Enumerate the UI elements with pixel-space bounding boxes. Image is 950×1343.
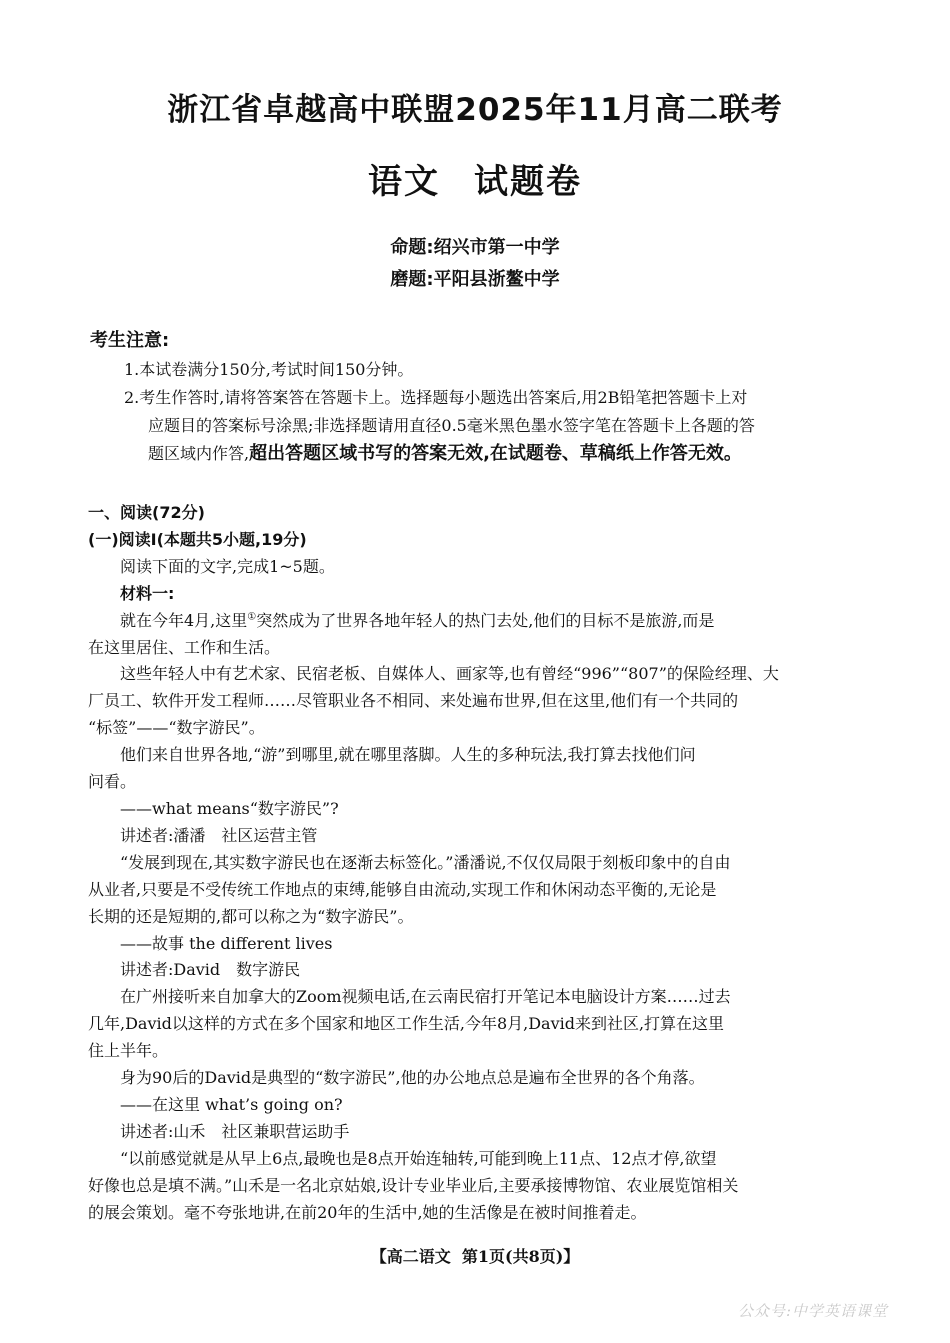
passage-line: 住上半年。 xyxy=(88,1041,169,1061)
notice-plain-text: 题区域内作答, xyxy=(148,444,250,463)
notice-item-2-line-1: 2.考生作答时,请将答案答在答题卡上。选择题每小题选出答案后,用2B铅笔把答题卡上对 xyxy=(124,388,748,407)
notice-heading: 考生注意: xyxy=(90,330,170,351)
passage-line: 身为90后的David是典型的“数字游民”,他的办公地点总是遍布全世界的各个角落。 xyxy=(120,1068,705,1088)
passage-line: “标签”——“数字游民”。 xyxy=(88,718,265,738)
footer-page-number: 第1页(共8页)】 xyxy=(461,1247,580,1266)
passage-subtitle: ——故事 the different lives xyxy=(120,933,333,953)
notice-list xyxy=(124,356,866,468)
passage-line: 就在今年4月,这里①突然成为了世界各地年轻人的热门去处,他们的目标不是旅游,而是 xyxy=(120,610,715,630)
notice-item-2-line-2: 应题目的答案标号涂黑;非选择题请用直径0.5毫米黑色墨水签字笔在答题卡上各题的答 xyxy=(148,416,755,435)
passage-line: 长期的还是短期的,都可以称之为“数字游民”。 xyxy=(88,906,414,926)
passage-line: “发展到现在,其实数字游民也在逐渐去标签化。”潘潘说,不仅仅局限于刻板印象中的自由 xyxy=(120,852,731,872)
passage-line: 厂员工、软件开发工程师……尽管职业各不相同、来处遍布世界,但在这里,他们有一个共同的 xyxy=(88,691,739,711)
subtitle-subject: 语文 xyxy=(368,162,440,202)
footnote-marker: ① xyxy=(247,611,257,623)
watermark: 公众号:中学英语课堂 xyxy=(737,1302,888,1320)
passage-subtitle: ——what means“数字游民”? xyxy=(120,798,339,818)
notice-emphasis-text: 超出答题区域书写的答案无效,在试题卷、草稿纸上作答无效。 xyxy=(249,443,742,464)
credit-setter: 命题:绍兴市第一中学 xyxy=(390,237,560,258)
section-heading: 一、阅读(72分) xyxy=(88,503,205,522)
passage-line: 好像也总是填不满。”山禾是一名北京姑娘,设计专业毕业后,主要承接博物馆、农业展览馆相关 xyxy=(88,1175,739,1195)
exam-title: 浙江省卓越高中联盟2025年11月高二联考 xyxy=(167,92,783,128)
section-instruction: 阅读下面的文字,完成1~5题。 xyxy=(120,556,335,576)
passage-line: 这些年轻人中有艺术家、民宿老板、自媒体人、画家等,也有曾经“996”“807”的保险经理、大 xyxy=(120,664,779,684)
page-footer xyxy=(0,1244,950,1267)
passage-line: 问看。 xyxy=(88,772,137,792)
credit-reviewer: 磨题:平阳县浙鳌中学 xyxy=(390,269,560,290)
footer-subject: 【高二语文 xyxy=(370,1247,451,1266)
subtitle-paper: 试题卷 xyxy=(474,162,582,202)
passage-speaker: 讲述者:潘潘 社区运营主管 xyxy=(120,825,318,845)
passage-speaker: 讲述者:David 数字游民 xyxy=(120,960,301,980)
notice-item-1: 1.本试卷满分150分,考试时间150分钟。 xyxy=(124,360,414,379)
reading-section xyxy=(88,500,866,1226)
section-subheading: (一)阅读Ⅰ(本题共5小题,19分) xyxy=(88,529,307,549)
passage-subtitle: ——在这里 what’s going on? xyxy=(120,1094,343,1114)
passage-line: 在广州接听来自加拿大的Zoom视频电话,在云南民宿打开笔记本电脑设计方案……过去 xyxy=(120,987,731,1007)
passage-speaker: 讲述者:山禾 社区兼职营运助手 xyxy=(120,1121,350,1141)
exam-subtitle xyxy=(0,154,950,203)
passage-line: 的展会策划。毫不夸张地讲,在前20年的生活中,她的生活像是在被时间推着走。 xyxy=(88,1202,647,1222)
material-label: 材料一: xyxy=(120,583,175,603)
passage-line: “以前感觉就是从早上6点,最晚也是8点开始连轴转,可能到晚上11点、12点才停,欲望 xyxy=(120,1148,717,1168)
passage-line: 从业者,只要是不受传统工作地点的束缚,能够自由流动,实现工作和休闲动态平衡的,无论是 xyxy=(88,879,717,899)
passage-line: 在这里居住、工作和生活。 xyxy=(88,637,281,657)
passage-line: 几年,David以这样的方式在多个国家和地区工作生活,今年8月,David来到社区,打算在这里 xyxy=(88,1014,725,1034)
passage-line: 他们来自世界各地,“游”到哪里,就在哪里落脚。人生的多种玩法,我打算去找他们问 xyxy=(120,745,696,765)
notice-item-2-line-3 xyxy=(124,440,866,468)
